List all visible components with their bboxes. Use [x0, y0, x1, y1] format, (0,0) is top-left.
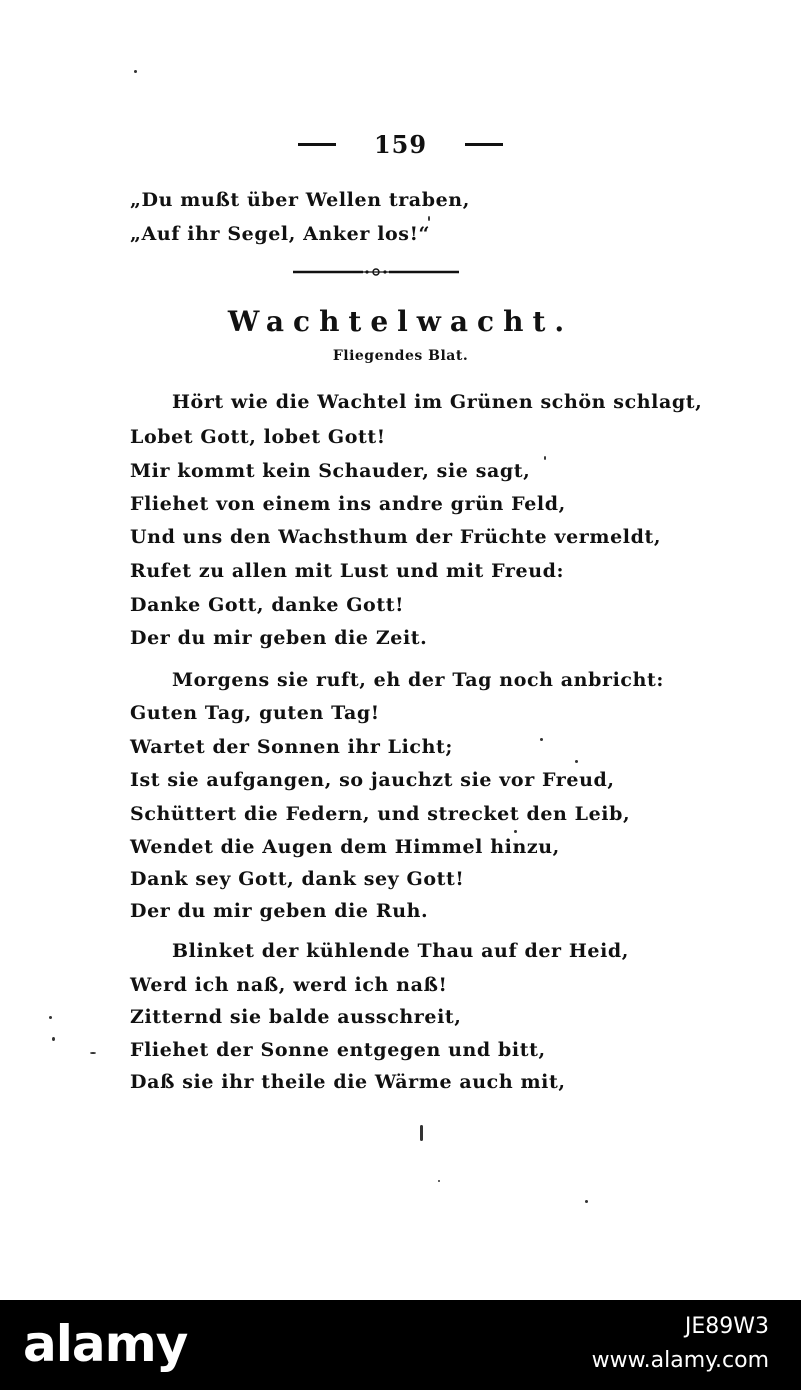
stanza3-line-3: Zitternd sie balde ausschreit,	[130, 1006, 462, 1028]
ornamental-divider	[293, 266, 459, 278]
scan-speck	[585, 1200, 588, 1203]
scan-speck	[420, 1125, 423, 1141]
carryover-line-1: „Du mußt über Wellen traben,	[130, 189, 470, 211]
site-url: www.alamy.com	[591, 1348, 769, 1373]
scan-speck	[49, 1016, 52, 1019]
stanza1-line-6: Rufet zu allen mit Lust und mit Freud:	[130, 560, 565, 582]
scan-speck	[90, 1052, 96, 1054]
stanza1-line-5: Und uns den Wachsthum der Früchte vermeldt,	[130, 526, 662, 548]
stanza2-line-1: Morgens sie ruft, eh der Tag noch anbricht:	[172, 669, 664, 691]
stanza1-line-7: Danke Gott, danke Gott!	[130, 594, 405, 616]
stanza2-line-2: Guten Tag, guten Tag!	[130, 702, 380, 724]
header-dash-right	[465, 143, 503, 146]
poem-title: Wachtelwacht.	[227, 305, 574, 338]
stanza3-line-2: Werd ich naß, werd ich naß!	[130, 974, 448, 996]
stanza2-line-8: Der du mir geben die Ruh.	[130, 900, 429, 922]
carryover-line-2: „Auf ihr Segel, Anker los!“	[130, 223, 431, 245]
stanza2-line-5: Schüttert die Federn, und strecket den Leib,	[130, 803, 631, 825]
scan-speck	[514, 830, 517, 833]
stanza1-line-2: Lobet Gott, lobet Gott!	[130, 426, 386, 448]
stanza1-line-3: Mir kommt kein Schauder, sie sagt,	[130, 460, 531, 482]
scan-speck	[544, 456, 546, 460]
scan-speck	[575, 760, 578, 763]
scan-speck	[438, 1180, 440, 1182]
stanza1-line-8: Der du mir geben die Zeit.	[130, 627, 428, 649]
scan-speck	[540, 738, 543, 741]
stanza3-line-1: Blinket der kühlende Thau auf der Heid,	[172, 940, 630, 962]
scan-speck	[428, 216, 430, 221]
stanza2-line-6: Wendet die Augen dem Himmel hinzu,	[130, 836, 560, 858]
scan-speck	[134, 70, 137, 73]
stanza3-line-5: Daß sie ihr theile die Wärme auch mit,	[130, 1071, 566, 1093]
page-header	[0, 128, 801, 164]
page-number: 159	[373, 130, 428, 159]
scan-speck	[52, 1037, 55, 1041]
stanza2-line-4: Ist sie aufgangen, so jauchzt sie vor Freud,	[130, 769, 615, 791]
stanza3-line-4: Fliehet der Sonne entgegen und bitt,	[130, 1039, 546, 1061]
header-dash-left	[298, 143, 336, 146]
stanza2-line-3: Wartet der Sonnen ihr Licht;	[130, 736, 454, 758]
stanza2-line-7: Dank sey Gott, dank sey Gott!	[130, 868, 465, 890]
image-id: JE89W3	[684, 1314, 769, 1339]
poem-subtitle: Fliegendes Blat.	[332, 348, 469, 364]
stanza1-line-4: Fliehet von einem ins andre grün Feld,	[130, 493, 566, 515]
watermark-footer	[0, 1300, 801, 1390]
alamy-logo: alamy	[23, 1315, 188, 1373]
stanza1-line-1: Hört wie die Wachtel im Grünen schön schlagt,	[172, 391, 703, 413]
